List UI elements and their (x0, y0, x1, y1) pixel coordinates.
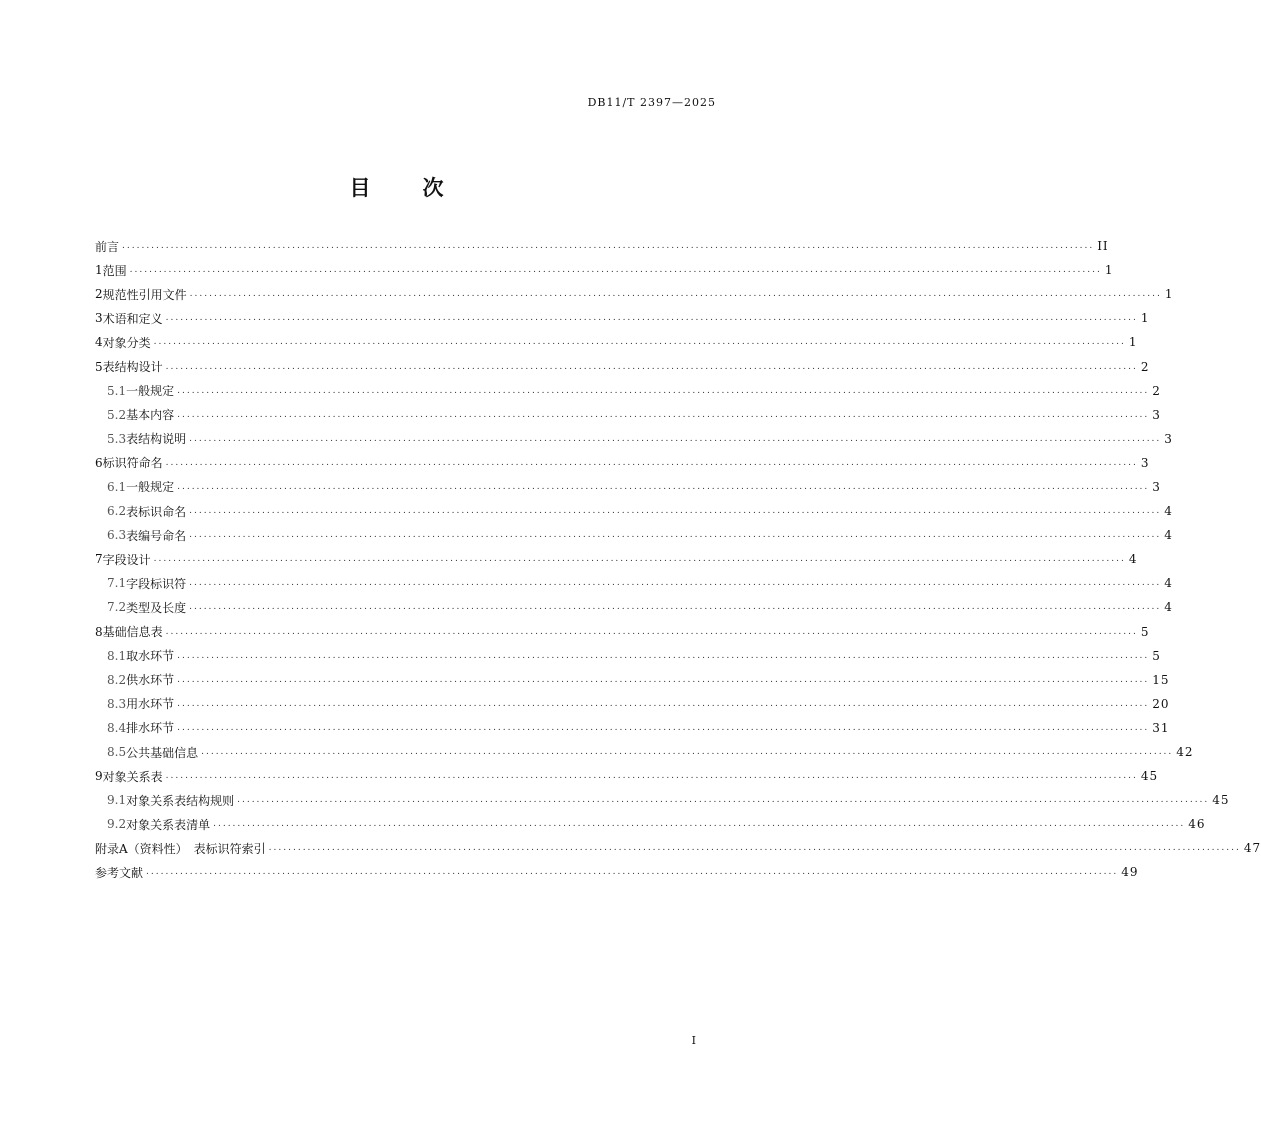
toc-entry-label: 附录A（资料性） 表标识符索引 (95, 841, 266, 856)
toc-entry-page: 5 (1140, 624, 1150, 639)
toc-entry-number: 6.2 (107, 504, 127, 519)
toc-entry-page: 31 (1152, 720, 1170, 735)
toc-entry-label: 表编号命名 (126, 528, 187, 543)
toc-entry-label: 表结构设计 (102, 360, 163, 375)
dot-leader: ........................................................................................................................................................................................................ (189, 578, 1162, 589)
dot-leader: ........................................................................................................................................................................................................ (177, 674, 1150, 685)
toc-entry-label: 取水环节 (126, 649, 175, 664)
dot-leader: ........................................................................................................................................................................................................ (165, 626, 1138, 637)
toc-entry-number: 3 (95, 311, 103, 326)
toc-entry[interactable] (95, 740, 1194, 764)
toc-entry-label: 类型及长度 (126, 600, 187, 615)
dot-leader: ........................................................................................................................................................................................................ (189, 433, 1162, 444)
toc-entry-label: 基础信息表 (102, 625, 163, 640)
toc-entry-number: 7.1 (107, 576, 127, 591)
toc-entry-page: 4 (1128, 552, 1138, 567)
toc-entry[interactable] (95, 836, 1261, 860)
toc-entry[interactable] (95, 692, 1170, 716)
dot-leader: ........................................................................................................................................................................................................ (189, 602, 1162, 613)
toc-entry-page: 3 (1152, 479, 1161, 494)
dot-leader: ........................................................................................................................................................................................................ (177, 722, 1150, 733)
toc-entry-label: 范围 (102, 263, 127, 278)
dot-leader: ........................................................................................................................................................................................................ (177, 650, 1150, 661)
dot-leader: ........................................................................................................................................................................................................ (177, 698, 1150, 709)
toc-entry-number: 5.1 (107, 383, 127, 398)
toc-entry-page: 2 (1152, 383, 1161, 398)
toc-entry-number: 6.1 (107, 479, 127, 494)
dot-leader: ........................................................................................................................................................................................................ (268, 843, 1241, 854)
toc-entry-page: 5 (1152, 648, 1161, 663)
toc-entry-label: 对象关系表清单 (126, 817, 211, 832)
toc-entry-number: 8.5 (107, 745, 127, 760)
dot-leader: ........................................................................................................................................................................................................ (177, 385, 1150, 396)
toc-entry[interactable] (95, 427, 1173, 451)
toc-entry-page: 1 (1164, 287, 1174, 302)
toc-entry-label: 一般规定 (126, 480, 175, 495)
toc-entry[interactable] (95, 716, 1170, 740)
toc-entry[interactable] (95, 282, 1174, 306)
dot-leader: ........................................................................................................................................................................................................ (129, 265, 1102, 276)
dot-leader: ........................................................................................................................................................................................................ (153, 337, 1126, 348)
toc-entry-page: 4 (1164, 576, 1173, 591)
dot-leader: ........................................................................................................................................................................................................ (177, 481, 1150, 492)
toc-entry-label: 对象关系表结构规则 (126, 793, 235, 808)
toc-entry-page: 4 (1164, 504, 1173, 519)
toc-entry-number: 8.3 (107, 696, 127, 711)
toc-entry-number: 9.2 (107, 817, 127, 832)
toc-entry[interactable] (95, 403, 1161, 427)
toc-entry-label: 前言 (95, 239, 120, 254)
toc-entry-page: 49 (1121, 865, 1139, 880)
toc-entry-page: 1 (1104, 263, 1114, 278)
dot-leader: ........................................................................................................................................................................................................ (213, 819, 1186, 830)
toc-entry-label: 一般规定 (126, 384, 175, 399)
toc-entry-label: 规范性引用文件 (102, 287, 187, 302)
title-char-2: 次 (422, 175, 444, 200)
toc-entry-page: 20 (1152, 696, 1170, 711)
toc-entry-page: 4 (1164, 528, 1173, 543)
toc-entry-number: 8.2 (107, 672, 127, 687)
toc-entry[interactable] (95, 620, 1150, 644)
toc-entry[interactable] (95, 812, 1206, 836)
toc-entry-page: 2 (1140, 359, 1150, 374)
toc-entry-number: 7 (95, 552, 103, 567)
toc-entry[interactable] (95, 571, 1173, 595)
toc-entry-page: 3 (1164, 431, 1173, 446)
dot-leader: ........................................................................................................................................................................................................ (201, 747, 1174, 758)
dot-leader: ........................................................................................................................................................................................................ (165, 313, 1138, 324)
toc-entry-page: 15 (1152, 672, 1170, 687)
table-of-contents (95, 234, 1261, 885)
toc-entry-number: 6 (95, 455, 103, 470)
toc-entry-page: 4 (1164, 600, 1173, 615)
dot-leader: ........................................................................................................................................................................................................ (146, 867, 1119, 878)
toc-entry-label: 标识符命名 (102, 456, 163, 471)
dot-leader: ........................................................................................................................................................................................................ (189, 506, 1162, 517)
toc-entry[interactable] (95, 306, 1150, 330)
toc-entry-page: 1 (1140, 311, 1150, 326)
toc-entry-number: 8.1 (107, 648, 127, 663)
toc-entry-number: 8.4 (107, 720, 127, 735)
document-code: DB11/T 2397—2025 (587, 96, 716, 109)
toc-entry-number: 5.2 (107, 407, 127, 422)
toc-entry[interactable] (95, 764, 1159, 788)
toc-entry-label: 字段标识符 (126, 576, 187, 591)
page-title (0, 172, 793, 202)
toc-entry-label: 对象关系表 (102, 769, 163, 784)
toc-entry-number: 7.2 (107, 600, 127, 615)
toc-entry-number: 9 (95, 769, 103, 784)
toc-entry[interactable] (95, 644, 1161, 668)
dot-leader: ........................................................................................................................................................................................................ (122, 241, 1095, 252)
toc-entry-number: 4 (95, 335, 103, 350)
toc-entry-label: 表标识命名 (126, 504, 187, 519)
toc-entry-page: 3 (1140, 455, 1150, 470)
dot-leader: ........................................................................................................................................................................................................ (165, 361, 1138, 372)
toc-entry[interactable] (95, 234, 1109, 258)
toc-entry-number: 5 (95, 359, 103, 374)
toc-entry-page: II (1097, 239, 1109, 254)
toc-entry-label: 排水环节 (126, 721, 175, 736)
toc-entry-number: 8 (95, 624, 103, 639)
toc-entry-number: 2 (95, 287, 103, 302)
toc-entry-page: 42 (1176, 745, 1194, 760)
dot-leader: ........................................................................................................................................................................................................ (189, 289, 1162, 300)
toc-entry-page: 45 (1140, 769, 1159, 784)
toc-entry[interactable] (95, 523, 1173, 547)
toc-entry[interactable] (95, 379, 1161, 403)
page-number: I (691, 1034, 696, 1047)
toc-entry[interactable] (95, 788, 1230, 812)
toc-entry-number: 5.3 (107, 431, 127, 446)
toc-entry[interactable] (95, 451, 1150, 475)
dot-leader: ........................................................................................................................................................................................................ (189, 530, 1162, 541)
toc-entry-label: 用水环节 (126, 697, 175, 712)
toc-entry-label: 术语和定义 (102, 311, 163, 326)
toc-entry[interactable] (95, 258, 1114, 282)
toc-entry[interactable] (95, 595, 1173, 619)
toc-entry-page: 1 (1128, 335, 1138, 350)
toc-entry-page: 46 (1188, 817, 1206, 832)
toc-entry-label: 公共基础信息 (126, 745, 199, 760)
toc-entry[interactable] (95, 547, 1138, 571)
dot-leader: ........................................................................................................................................................................................................ (165, 457, 1138, 468)
toc-entry-label: 对象分类 (102, 335, 151, 350)
toc-entry[interactable] (95, 499, 1173, 523)
toc-entry[interactable] (95, 475, 1161, 499)
toc-entry-number: 6.3 (107, 528, 127, 543)
dot-leader: ........................................................................................................................................................................................................ (237, 795, 1210, 806)
title-char-1: 目 (349, 175, 371, 200)
toc-entry[interactable] (95, 860, 1139, 884)
dot-leader: ........................................................................................................................................................................................................ (165, 771, 1138, 782)
toc-entry-page: 3 (1152, 407, 1161, 422)
toc-entry-number: 1 (95, 263, 103, 278)
toc-entry-page: 45 (1212, 793, 1230, 808)
dot-leader: ........................................................................................................................................................................................................ (177, 409, 1150, 420)
toc-entry-label: 表结构说明 (126, 432, 187, 447)
toc-entry-label: 供水环节 (126, 673, 175, 688)
toc-entry-label: 字段设计 (102, 552, 151, 567)
toc-entry-number: 9.1 (107, 793, 127, 808)
toc-entry-label: 基本内容 (126, 408, 175, 423)
toc-entry[interactable] (95, 668, 1170, 692)
toc-entry[interactable] (95, 330, 1138, 354)
toc-entry[interactable] (95, 354, 1150, 378)
toc-entry-label: 参考文献 (95, 865, 144, 880)
toc-entry-page: 47 (1243, 841, 1261, 856)
dot-leader: ........................................................................................................................................................................................................ (153, 554, 1126, 565)
